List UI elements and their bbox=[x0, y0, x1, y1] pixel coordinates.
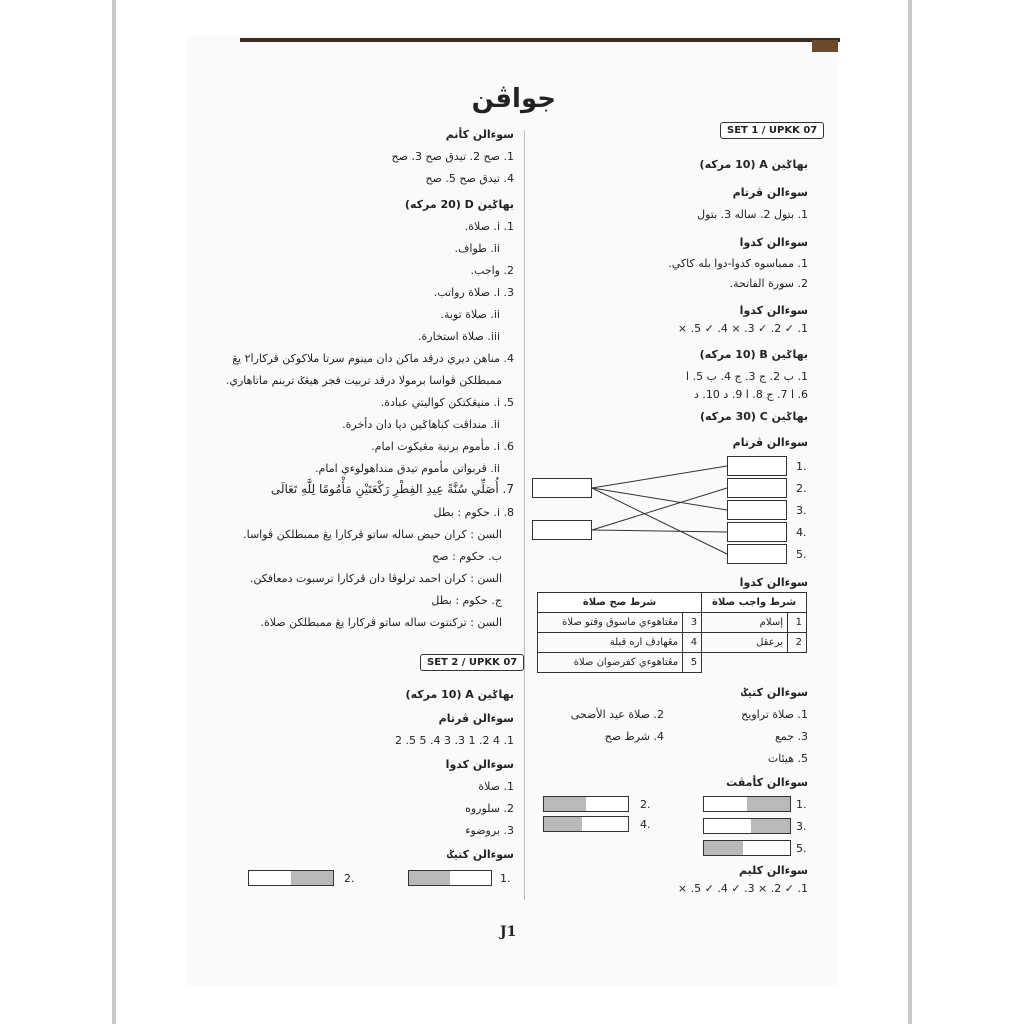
set1-q3-heading: سوءالن کدوا bbox=[739, 304, 808, 317]
shade-number-5: 5. bbox=[796, 842, 807, 855]
q6-answers-2: 4. تيدق صح 5. صح bbox=[425, 172, 514, 185]
set2-q3-heading: سوءالن کتيݢ bbox=[447, 848, 514, 861]
q6-answers-1: 1. صح 2. تيدق صح 3. صح bbox=[391, 150, 514, 163]
d8e: ج. حکوم : بطل bbox=[431, 594, 502, 607]
table-head-left: شرط صح صلاة bbox=[538, 593, 702, 613]
d1: 1. i. صلاة. bbox=[464, 220, 514, 233]
table-cell: إسلام bbox=[702, 613, 788, 633]
partD-heading: بهاݢين D (20 مرکه) bbox=[404, 198, 514, 211]
d8d: السن : کران احمد ترلوڤا دان ڤرکارا ترسبوت دمعافکن. bbox=[249, 572, 502, 585]
table-cell: مڠتاهوءي ماسوق وقتو صلاة bbox=[538, 613, 683, 633]
table-cell: مڠهادڤ اره قبلة bbox=[538, 633, 683, 653]
shade-bar-3 bbox=[703, 818, 791, 834]
d5b: ii. منداڤت کباهاݢين دڽا دان دأخرة. bbox=[342, 418, 500, 431]
conditions-table bbox=[537, 592, 807, 673]
match-number-2: 2. bbox=[796, 482, 807, 495]
d3c: iii. صلاة استخارة. bbox=[418, 330, 500, 343]
set2-q2-answer-1: 1. صلاة bbox=[478, 780, 514, 793]
set1-q1-answers: 1. بتول 2. ساله 3. بتول bbox=[697, 208, 808, 221]
table-row bbox=[538, 613, 807, 633]
match-number-4: 4. bbox=[796, 526, 807, 539]
set1-partB-row2: 6. ا 7. ج 8. ا 9. د 10. د bbox=[694, 388, 808, 401]
set1-partC-q3-heading: سوءالن کتيݢ bbox=[741, 686, 808, 699]
d7: 7. أُصَلِّي سُنَّةً عِيدِ الفِطْرِ رَكْعَتَيْنِ مَأْمُومًا لِلَّهِ تَعَالَى bbox=[270, 482, 514, 496]
shade-bar-5 bbox=[703, 840, 791, 856]
set2-shade-number-2: 2. bbox=[344, 872, 355, 885]
set1-partB-row1: 1. ب 2. ج 3. ج 4. ب 5. ا bbox=[686, 370, 808, 383]
shade-number-1: 1. bbox=[796, 798, 807, 811]
set2-q2-answer-2: 2. سلوروه bbox=[465, 802, 514, 815]
set1-q2-answer-1: 1. ممباسوه کدوا-دوا بله کاکي. bbox=[668, 257, 808, 270]
d3: 3. i. صلاة رواتب. bbox=[433, 286, 514, 299]
set1-q2-answer-2: 2. سورة الفاتحة. bbox=[729, 277, 808, 290]
shade-bar-4 bbox=[543, 816, 629, 832]
d4b: ممبطلکن ڤواسا برمولا درڤد تربيت فجر هيڠݢ تربنم ماتاهاري. bbox=[225, 374, 502, 387]
d6: 6. i. مأموم برنية مڠيکوت امام. bbox=[371, 440, 514, 453]
d3b: ii. صلاة توبة. bbox=[440, 308, 500, 321]
set1-q3-item-3: 3. جمع bbox=[774, 730, 808, 743]
table-head-right: شرط واجب صلاة bbox=[702, 593, 807, 613]
table-cell: 4 bbox=[683, 633, 702, 653]
match-number-5: 5. bbox=[796, 548, 807, 561]
set1-partC-heading: بهاݢين C (30 مرکه) bbox=[699, 410, 808, 423]
d1b: ii. طواف. bbox=[454, 242, 500, 255]
set1-partC-q1-heading: سوءالن ڤرتام bbox=[732, 436, 808, 449]
table-cell bbox=[702, 653, 788, 673]
set2-label: SET 2 / UPKK 07 bbox=[420, 654, 524, 671]
table-cell bbox=[788, 653, 807, 673]
d8: 8. i. حکوم : بطل bbox=[433, 506, 514, 519]
table-cell: برعقل bbox=[702, 633, 788, 653]
match-number-1: 1. bbox=[796, 460, 807, 473]
set2-shade-bar-2 bbox=[248, 870, 334, 886]
page-number: J1 bbox=[500, 924, 517, 940]
set1-q3-item-2: 2. صلاة عيد الأضحى bbox=[570, 708, 664, 721]
set1-q3-answers: 1. ✓ 2. ✓ 3. × 4. ✓ 5. × bbox=[677, 322, 808, 335]
set1-q3-item-1: 1. صلاة تراويح bbox=[741, 708, 808, 721]
column-divider bbox=[524, 130, 525, 900]
set1-q2-heading: سوءالن کدوا bbox=[739, 236, 808, 249]
set1-q3-item-4: 4. شرط صح bbox=[604, 730, 664, 743]
table-row bbox=[538, 653, 807, 673]
table-cell: 5 bbox=[683, 653, 702, 673]
set1-partC-q5-heading: سوءالن کليم bbox=[739, 864, 808, 877]
shade-number-4: 4. bbox=[640, 818, 651, 831]
set2-partA-heading: بهاݢين A (10 مرکه) bbox=[405, 688, 514, 701]
d6b: ii. ڤربواتن مأموم تيدق منداهولوءي امام. bbox=[315, 462, 500, 475]
table-cell: 3 bbox=[683, 613, 702, 633]
set1-q3-item-5: 5. هيئات bbox=[767, 752, 808, 765]
shade-bar-1 bbox=[703, 796, 791, 812]
d4: 4. مناهن ديري درڤد ماکن دان مينوم سرتا ملاکوکن ڤرکارا٢ يڠ bbox=[232, 352, 514, 365]
set2-q1-answers: 1. 4 2. 1 3. 3 4. 5 5. 2 bbox=[395, 734, 514, 747]
set1-q1-heading: سوءالن ڤرتام bbox=[732, 186, 808, 199]
table-cell: 1 bbox=[788, 613, 807, 633]
shade-bar-2 bbox=[543, 796, 629, 812]
d5: 5. i. منيڠکتکن کواليتي عبادة. bbox=[380, 396, 514, 409]
set1-partB-heading: بهاݢين B (10 مرکه) bbox=[699, 348, 808, 361]
shade-number-2: 2. bbox=[640, 798, 651, 811]
set1-partA-heading: بهاݢين A (10 مرکه) bbox=[699, 158, 808, 171]
set1-label: SET 1 / UPKK 07 bbox=[720, 122, 824, 139]
match-number-3: 3. bbox=[796, 504, 807, 517]
table-cell: 2 bbox=[788, 633, 807, 653]
d8f: السن : ترکنتوت ساله ساتو ڤرکارا يڠ ممبطلکن صلاة. bbox=[260, 616, 502, 629]
set1-partC-q2-heading: سوءالن کدوا bbox=[739, 576, 808, 589]
table-row bbox=[538, 633, 807, 653]
page-title: جواڤن bbox=[471, 84, 556, 114]
d8c: ب. حکوم : صح bbox=[432, 550, 502, 563]
shade-number-3: 3. bbox=[796, 820, 807, 833]
q6-heading: سوءالن کأنم bbox=[445, 128, 514, 141]
d2: 2. واجب. bbox=[470, 264, 514, 277]
set2-shade-bar-1 bbox=[408, 870, 492, 886]
table-cell: مڠتاهوءي کفرضوان صلاة bbox=[538, 653, 683, 673]
d8b: السن : کران حيض ساله ساتو ڤرکارا يڠ ممبطلکن ڤواسا. bbox=[243, 528, 502, 541]
set2-q2-heading: سوءالن کدوا bbox=[445, 758, 514, 771]
set2-shade-number-1: 1. bbox=[500, 872, 511, 885]
set2-q2-answer-3: 3. بروضوء bbox=[465, 824, 514, 837]
set2-q1-heading: سوءالن ڤرتام bbox=[438, 712, 514, 725]
set1-partC-q4-heading: سوءالن کأمڤت bbox=[726, 776, 808, 789]
set1-q5-answers: 1. ✓ 2. × 3. ✓ 4. ✓ 5. × bbox=[677, 882, 808, 895]
